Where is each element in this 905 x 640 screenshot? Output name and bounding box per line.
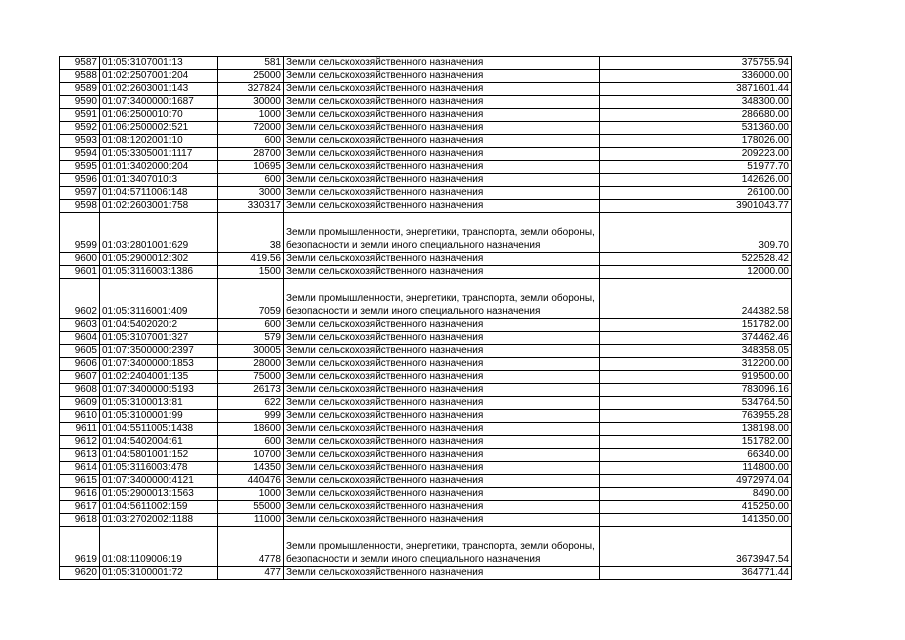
cadastral-value-cell: 312200.00	[600, 358, 792, 371]
land-category-cell: Земли сельскохозяйственного назначения	[284, 96, 600, 109]
land-category-cell: Земли сельскохозяйственного назначения	[284, 266, 600, 279]
land-category-cell: Земли сельскохозяйственного назначения	[284, 475, 600, 488]
table-row	[60, 200, 792, 213]
area-cell: 26173	[218, 384, 284, 397]
table-row	[60, 423, 792, 436]
cadastral-number-cell: 01:05:3116003:478	[100, 462, 218, 475]
land-category-cell: Земли сельскохозяйственного назначения	[284, 187, 600, 200]
cadastral-number-cell: 01:07:3500000:2397	[100, 345, 218, 358]
land-category-cell: Земли сельскохозяйственного назначения	[284, 384, 600, 397]
row-number-cell: 9587	[60, 57, 100, 70]
area-cell: 75000	[218, 371, 284, 384]
area-cell: 10700	[218, 449, 284, 462]
row-number-cell: 9609	[60, 397, 100, 410]
cadastral-number-cell: 01:04:5511005:1438	[100, 423, 218, 436]
table-row	[60, 148, 792, 161]
land-category-cell: Земли промышленности, энергетики, транспорта, земли обороны, безопасности и земли иного специального назначения	[284, 279, 600, 319]
table-row	[60, 527, 792, 567]
row-number-cell: 9592	[60, 122, 100, 135]
table-row	[60, 345, 792, 358]
row-number-cell: 9607	[60, 371, 100, 384]
row-number-cell: 9610	[60, 410, 100, 423]
cadastral-value-cell: 374462.46	[600, 332, 792, 345]
row-number-cell: 9600	[60, 253, 100, 266]
table-row	[60, 449, 792, 462]
cadastral-number-cell: 01:07:3400000:5193	[100, 384, 218, 397]
table-row	[60, 332, 792, 345]
cadastral-value-cell: 522528.42	[600, 253, 792, 266]
area-cell: 72000	[218, 122, 284, 135]
row-number-cell: 9618	[60, 514, 100, 527]
land-category-cell: Земли сельскохозяйственного назначения	[284, 319, 600, 332]
table-row	[60, 436, 792, 449]
cadastral-value-cell: 919500.00	[600, 371, 792, 384]
cadastral-number-cell: 01:04:5801001:152	[100, 449, 218, 462]
cadastral-value-cell: 336000.00	[600, 70, 792, 83]
land-category-cell: Земли сельскохозяйственного назначения	[284, 174, 600, 187]
cadastral-value-cell: 3673947.54	[600, 527, 792, 567]
cadastral-number-cell: 01:04:5711006:148	[100, 187, 218, 200]
table-row	[60, 462, 792, 475]
cadastral-number-cell: 01:07:3400000:4121	[100, 475, 218, 488]
row-number-cell: 9617	[60, 501, 100, 514]
cadastral-value-cell: 783096.16	[600, 384, 792, 397]
row-number-cell: 9603	[60, 319, 100, 332]
land-category-cell: Земли сельскохозяйственного назначения	[284, 345, 600, 358]
table-row	[60, 83, 792, 96]
cadastral-number-cell: 01:02:2603001:758	[100, 200, 218, 213]
area-cell: 579	[218, 332, 284, 345]
cadastral-value-cell: 364771.44	[600, 567, 792, 580]
table-row	[60, 475, 792, 488]
area-cell: 25000	[218, 70, 284, 83]
land-category-cell: Земли промышленности, энергетики, транспорта, земли обороны, безопасности и земли иного специального назначения	[284, 213, 600, 253]
cadastral-number-cell: 01:01:3402000:204	[100, 161, 218, 174]
table-row	[60, 161, 792, 174]
land-category-cell: Земли сельскохозяйственного назначения	[284, 514, 600, 527]
cadastral-number-cell: 01:05:3100013:81	[100, 397, 218, 410]
table-row	[60, 266, 792, 279]
row-number-cell: 9593	[60, 135, 100, 148]
land-category-cell: Земли сельскохозяйственного назначения	[284, 135, 600, 148]
cadastral-number-cell: 01:05:3100001:99	[100, 410, 218, 423]
table-row	[60, 501, 792, 514]
cadastral-value-cell: 138198.00	[600, 423, 792, 436]
cadastral-value-cell: 244382.58	[600, 279, 792, 319]
cadastral-value-cell: 415250.00	[600, 501, 792, 514]
land-category-cell: Земли сельскохозяйственного назначения	[284, 567, 600, 580]
land-category-cell: Земли сельскохозяйственного назначения	[284, 397, 600, 410]
cadastral-number-cell: 01:06:2500010:70	[100, 109, 218, 122]
area-cell: 1000	[218, 109, 284, 122]
area-cell: 38	[218, 213, 284, 253]
table-row	[60, 279, 792, 319]
area-cell: 622	[218, 397, 284, 410]
row-number-cell: 9595	[60, 161, 100, 174]
row-number-cell: 9601	[60, 266, 100, 279]
cadastral-value-cell: 531360.00	[600, 122, 792, 135]
row-number-cell: 9612	[60, 436, 100, 449]
table-row	[60, 174, 792, 187]
area-cell: 14350	[218, 462, 284, 475]
table-row	[60, 514, 792, 527]
table-row	[60, 410, 792, 423]
land-category-cell: Земли сельскохозяйственного назначения	[284, 436, 600, 449]
row-number-cell: 9604	[60, 332, 100, 345]
land-category-cell: Земли сельскохозяйственного назначения	[284, 200, 600, 213]
row-number-cell: 9613	[60, 449, 100, 462]
table-row	[60, 96, 792, 109]
cadastral-number-cell: 01:05:3116001:409	[100, 279, 218, 319]
area-cell: 999	[218, 410, 284, 423]
cadastral-number-cell: 01:07:3400000:1687	[100, 96, 218, 109]
cadastral-value-cell: 178026.00	[600, 135, 792, 148]
area-cell: 440476	[218, 475, 284, 488]
land-category-cell: Земли сельскохозяйственного назначения	[284, 253, 600, 266]
table-row	[60, 213, 792, 253]
area-cell: 1000	[218, 488, 284, 501]
land-category-cell: Земли сельскохозяйственного назначения	[284, 122, 600, 135]
land-category-cell: Земли сельскохозяйственного назначения	[284, 449, 600, 462]
table-row	[60, 567, 792, 580]
table-row	[60, 253, 792, 266]
area-cell: 28000	[218, 358, 284, 371]
table-row	[60, 358, 792, 371]
cadastral-number-cell: 01:05:3107001:327	[100, 332, 218, 345]
area-cell: 4778	[218, 527, 284, 567]
land-category-cell: Земли сельскохозяйственного назначения	[284, 501, 600, 514]
table-row	[60, 57, 792, 70]
cadastral-value-cell: 309.70	[600, 213, 792, 253]
land-category-cell: Земли промышленности, энергетики, транспорта, земли обороны, безопасности и земли иного специального назначения	[284, 527, 600, 567]
area-cell: 600	[218, 319, 284, 332]
cadastral-number-cell: 01:03:2702002:1188	[100, 514, 218, 527]
land-category-cell: Земли сельскохозяйственного назначения	[284, 161, 600, 174]
row-number-cell: 9589	[60, 83, 100, 96]
cadastral-value-cell: 348358.05	[600, 345, 792, 358]
cadastral-number-cell: 01:05:2900012:302	[100, 253, 218, 266]
cadastral-value-cell: 534764.50	[600, 397, 792, 410]
land-category-cell: Земли сельскохозяйственного назначения	[284, 83, 600, 96]
cadastral-number-cell: 01:02:2603001:143	[100, 83, 218, 96]
table-row	[60, 319, 792, 332]
cadastral-value-cell: 375755.94	[600, 57, 792, 70]
area-cell: 11000	[218, 514, 284, 527]
cadastral-value-cell: 12000.00	[600, 266, 792, 279]
row-number-cell: 9598	[60, 200, 100, 213]
table-row	[60, 488, 792, 501]
land-category-cell: Земли сельскохозяйственного назначения	[284, 332, 600, 345]
cadastral-number-cell: 01:08:1109006:19	[100, 527, 218, 567]
area-cell: 600	[218, 135, 284, 148]
land-category-cell: Земли сельскохозяйственного назначения	[284, 371, 600, 384]
area-cell: 327824	[218, 83, 284, 96]
cadastral-value-cell: 26100.00	[600, 187, 792, 200]
land-category-cell: Земли сельскохозяйственного назначения	[284, 462, 600, 475]
row-number-cell: 9602	[60, 279, 100, 319]
cadastral-value-cell: 286680.00	[600, 109, 792, 122]
land-category-cell: Земли сельскохозяйственного назначения	[284, 148, 600, 161]
row-number-cell: 9620	[60, 567, 100, 580]
row-number-cell: 9591	[60, 109, 100, 122]
cadastral-number-cell: 01:02:2404001:135	[100, 371, 218, 384]
area-cell: 30005	[218, 345, 284, 358]
area-cell: 477	[218, 567, 284, 580]
cadastral-value-cell: 3871601.44	[600, 83, 792, 96]
cadastral-value-cell: 8490.00	[600, 488, 792, 501]
cadastral-number-cell: 01:04:5611002:159	[100, 501, 218, 514]
area-cell: 330317	[218, 200, 284, 213]
area-cell: 581	[218, 57, 284, 70]
land-category-cell: Земли сельскохозяйственного назначения	[284, 109, 600, 122]
land-category-cell: Земли сельскохозяйственного назначения	[284, 70, 600, 83]
row-number-cell: 9616	[60, 488, 100, 501]
row-number-cell: 9611	[60, 423, 100, 436]
table-row	[60, 109, 792, 122]
row-number-cell: 9615	[60, 475, 100, 488]
cadastral-number-cell: 01:06:2500002:521	[100, 122, 218, 135]
cadastral-number-cell: 01:05:3116003:1386	[100, 266, 218, 279]
cadastral-value-cell: 141350.00	[600, 514, 792, 527]
cadastral-value-cell: 66340.00	[600, 449, 792, 462]
cadastral-value-cell: 51977.70	[600, 161, 792, 174]
cadastral-number-cell: 01:05:3305001:1117	[100, 148, 218, 161]
cadastral-number-cell: 01:05:3100001:72	[100, 567, 218, 580]
cadastral-value-cell: 142626.00	[600, 174, 792, 187]
area-cell: 1500	[218, 266, 284, 279]
land-category-cell: Земли сельскохозяйственного назначения	[284, 358, 600, 371]
cadastral-value-cell: 348300.00	[600, 96, 792, 109]
row-number-cell: 9597	[60, 187, 100, 200]
cadastral-number-cell: 01:05:3107001:13	[100, 57, 218, 70]
area-cell: 600	[218, 174, 284, 187]
cadastral-number-cell: 01:03:2801001:629	[100, 213, 218, 253]
cadastral-value-cell: 151782.00	[600, 319, 792, 332]
land-plots-table-body	[60, 57, 792, 580]
table-row	[60, 70, 792, 83]
cadastral-number-cell: 01:02:2507001:204	[100, 70, 218, 83]
table-row	[60, 122, 792, 135]
cadastral-number-cell: 01:05:2900013:1563	[100, 488, 218, 501]
area-cell: 30000	[218, 96, 284, 109]
cadastral-value-cell: 151782.00	[600, 436, 792, 449]
area-cell: 600	[218, 436, 284, 449]
area-cell: 55000	[218, 501, 284, 514]
cadastral-number-cell: 01:04:5402004:61	[100, 436, 218, 449]
land-plots-table	[59, 56, 792, 580]
cadastral-value-cell: 4972974.04	[600, 475, 792, 488]
area-cell: 419.56	[218, 253, 284, 266]
row-number-cell: 9594	[60, 148, 100, 161]
cadastral-number-cell: 01:08:1202001:10	[100, 135, 218, 148]
area-cell: 10695	[218, 161, 284, 174]
table-row	[60, 187, 792, 200]
cadastral-value-cell: 3901043.77	[600, 200, 792, 213]
row-number-cell: 9590	[60, 96, 100, 109]
land-category-cell: Земли сельскохозяйственного назначения	[284, 57, 600, 70]
row-number-cell: 9599	[60, 213, 100, 253]
cadastral-number-cell: 01:07:3400000:1853	[100, 358, 218, 371]
table-row	[60, 135, 792, 148]
row-number-cell: 9588	[60, 70, 100, 83]
row-number-cell: 9619	[60, 527, 100, 567]
land-category-cell: Земли сельскохозяйственного назначения	[284, 410, 600, 423]
land-category-cell: Земли сельскохозяйственного назначения	[284, 488, 600, 501]
table-row	[60, 397, 792, 410]
area-cell: 3000	[218, 187, 284, 200]
land-category-cell: Земли сельскохозяйственного назначения	[284, 423, 600, 436]
cadastral-value-cell: 114800.00	[600, 462, 792, 475]
cadastral-value-cell: 209223.00	[600, 148, 792, 161]
table-row	[60, 384, 792, 397]
area-cell: 7059	[218, 279, 284, 319]
cadastral-value-cell: 763955.28	[600, 410, 792, 423]
area-cell: 18600	[218, 423, 284, 436]
row-number-cell: 9614	[60, 462, 100, 475]
cadastral-number-cell: 01:01:3407010:3	[100, 174, 218, 187]
cadastral-number-cell: 01:04:5402020:2	[100, 319, 218, 332]
row-number-cell: 9606	[60, 358, 100, 371]
area-cell: 28700	[218, 148, 284, 161]
table-row	[60, 371, 792, 384]
row-number-cell: 9596	[60, 174, 100, 187]
row-number-cell: 9608	[60, 384, 100, 397]
row-number-cell: 9605	[60, 345, 100, 358]
